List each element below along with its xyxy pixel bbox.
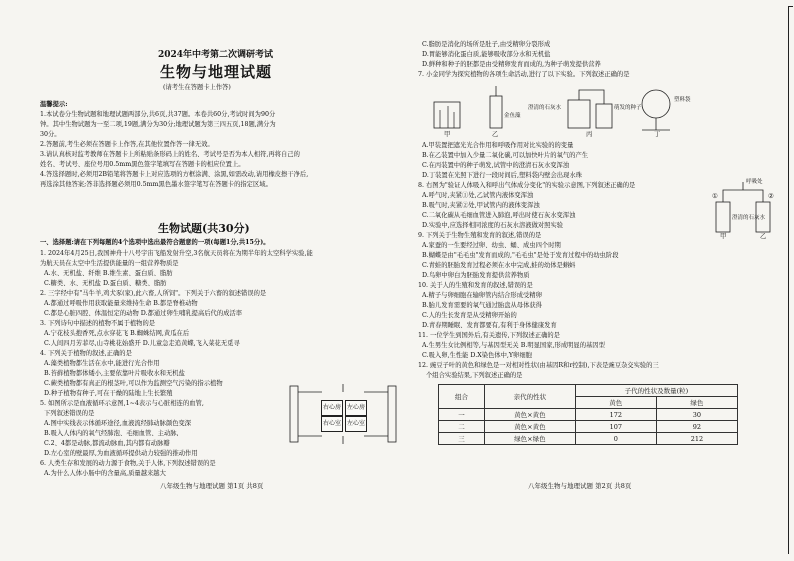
question-line: C.2、4都是动脉,都流动脉血,其内都有动脉瓣	[44, 440, 170, 447]
table-subheader-cell: 黄色	[575, 397, 656, 409]
notice-line: 30分。	[40, 131, 61, 138]
question-line: B.在乙装置中加入少量二氧化碳,可以加快叶片的氧气的产生	[422, 152, 589, 159]
question-line: C.糖类、水、无机盐 D.蛋白质、糖类、脂肪	[44, 280, 167, 287]
notice-title: 温馨提示:	[40, 101, 68, 108]
question-line: B.吸气时,夹紧②处,甲试管内的液体变浑浊	[422, 202, 540, 209]
question-line: A.藻类植物都生活在水中,能进行光合作用	[44, 360, 160, 367]
question-line: D.鸟卵中卵白为胚胎发育提供营养物质	[422, 272, 530, 279]
question-line: A.宁花枝头抱香死,点水穿花飞 B.蜘蛛结网,黄瓜在后	[44, 330, 190, 337]
question-line: B.吸入人体内的氧气经肺泡、毛细血管、主动脉,	[44, 430, 179, 437]
question-line: A.家蚕的一生要经过卵、幼虫、蛹、成虫四个时期	[422, 242, 561, 249]
question-line: C.在丙装置中的种子萌发,试管中的澄清石灰水变浑浊	[422, 162, 570, 169]
notice-line: 2.答题前,考生必须在答题卡上作答,在其他位置作答一律无效。	[40, 141, 214, 148]
question-line: 3. 下列诗句中描述的植物不属于植物的是	[40, 320, 156, 327]
figure-label-limewater: 澄清的石灰水	[732, 215, 766, 221]
question-line: A.精子与卵细胞在输卵管内结合形成受精卵	[422, 292, 542, 299]
figure-label-jia: 甲	[444, 131, 451, 138]
question-line: 2. 三字经中有"马牛羊,鸡犬豕(家),此六畜,人所饲"。下列关于六畜的叙述错误的是	[40, 290, 267, 297]
right-ventricle-box: 右心室	[321, 416, 343, 432]
question-line: 9. 下列关于生物生殖和发育的叙述,错误的是	[418, 232, 542, 239]
table-row	[439, 409, 738, 421]
table-row	[439, 421, 738, 433]
question-line: C.青蛙的胚胎发育过程必须在水中完成,蛙的幼体是蝌蚪	[422, 262, 576, 269]
question-line: D.左心室的壁最厚,为血液循环提供动力较强的推动作用	[44, 450, 198, 457]
table-cell: 107	[575, 421, 656, 433]
table-cell: 黄色×黄色	[484, 409, 575, 421]
question-line: A.都通过呼吸作用获取能量来维持生命 B.都是脊椎动物	[44, 300, 198, 307]
notice-line: 4.答选择题时,必须用2B铅笔将答题卡上对应选项的方框涂满、涂黑,如需改动,请用橡皮擦干净后,	[40, 171, 309, 178]
question-line: D.鲜种和种子的胚都是由受精卵发育而成的,为种子萌发提供营养	[422, 61, 601, 68]
question-line: D.种子植物有种子,可在干燥的陆地上生长繁殖	[44, 390, 173, 397]
figure-label-mouthpiece: 呼吸处	[746, 179, 763, 185]
breathing-apparatus-drawing	[710, 178, 778, 240]
circulation-lines	[288, 382, 398, 446]
question-line: 4. 下列关于植物的叙述,正确的是	[40, 350, 132, 357]
table-row	[439, 433, 738, 445]
question-line: D.实验中,应选择相同浓度的石灰水溶液做对照实验	[422, 222, 564, 229]
table-subheader-cell: 绿色	[656, 397, 737, 409]
figure-label-bing: 丙	[586, 131, 593, 138]
section-one-heading: 一、选择题:请在下列每题的4个选项中选出最符合题意的一项(每题1分,共15分)。	[40, 239, 270, 246]
question-line: 10. 关于人的生殖和发育的叙述,错误的是	[418, 282, 533, 289]
figure-label-plastic-bag: 塑料袋	[674, 97, 691, 103]
notice-line: 3.请认真核对监考教师在答题卡上所粘贴条形码上的姓名、考试号是否为本人相符,再将自己的	[40, 151, 300, 158]
figure-label-yi: 乙	[760, 233, 767, 240]
figure-label-clamp-2: ②	[768, 193, 774, 200]
question-line: C.人间四月芳菲尽,山寺桃花始盛开 D.儿童急走追黄蝶,飞入菜花无觅寻	[44, 340, 240, 347]
table-cell: 一	[439, 409, 485, 421]
question-line: A.甲装置把遮光光合作用和呼吸作用对比实验的的变量	[422, 142, 574, 149]
blood-circulation-diagram	[288, 382, 398, 446]
exam-header: 2024年中考第二次调研考试	[158, 50, 274, 60]
apparatus-drawing	[428, 82, 718, 140]
table-cell: 172	[575, 409, 656, 421]
figure-label-jia: 甲	[720, 233, 727, 240]
table-cell: 92	[656, 421, 737, 433]
table-header-cell: 亲代的性状	[484, 385, 575, 409]
question-line: B.蝴蝶是由"毛毛虫"发育而成的,"毛毛虫"是处于发育过程中的幼虫阶段	[422, 252, 619, 259]
notice-line: 再选涂其他答案;答非选择题必须用0.5mm黑色墨水签字笔写在答题卡的指定区域。	[40, 181, 272, 188]
question-line: A.为什么人体小肠中的含量高,质量越来越大	[44, 470, 166, 477]
question-line: B.苔藓植物都体矮小,主要依靠叶片吸收水和无机盐	[44, 370, 185, 377]
figure-label-yi: 乙	[492, 131, 499, 138]
question-line: A.水、无机盐、纤维 B.维生素、蛋白质、脂肪	[44, 270, 173, 277]
question-line: A.呼气时,夹紧①处,乙试管内液体变浑浊	[422, 192, 534, 199]
question-line: C.都是心脏四腔、体温恒定的动物 D.都通过卵生哺乳提高后代的成活率	[44, 310, 243, 317]
table-cell: 黄色×黄色	[484, 421, 575, 433]
right-page	[418, 0, 780, 561]
figure-label-hornwort: 金鱼藻	[504, 113, 521, 119]
binding-margin-line	[788, 6, 794, 554]
section-title: 生物试题(共30分)	[158, 222, 250, 235]
notice-line: 钟。其中生物试题为一至二项,19题,满分为30分;地理试题为第三四五页,18题,满分为	[40, 121, 276, 128]
question-line: 11. 一位学生到国外后,有关遗传,下列叙述正确的是	[418, 332, 560, 339]
genetics-table	[438, 384, 738, 445]
question-line: D.丁装置在光照下进行一段时间后,塑料袋内壁会出现水珠	[422, 172, 582, 179]
table-cell: 0	[575, 433, 656, 445]
question-line: 7. 小金同学为探究植物的各项生命活动,进行了以下实验。下列叙述正确的是	[418, 71, 630, 78]
question-line: 6. 人类生存和发展的动力源于食物,关于人体,下列叙述错误的是	[40, 460, 216, 467]
binding-tick	[788, 6, 793, 7]
question-line: 个组合实验结果,下列叙述正确的是	[426, 372, 523, 379]
notice-line: 姓名、考试号、座位号用0.5mm黑色签字笔填写在答题卡的相应位置上。	[40, 161, 245, 168]
question-line: 为航天员在太空中生活提供能量的一组营养物质是	[40, 260, 179, 267]
table-cell: 二	[439, 421, 485, 433]
exam-title: 生物与地理试题	[160, 63, 273, 81]
page-footer-right: 八年级生物与地理试题 第2页 共8页	[528, 482, 632, 490]
question-line: C.脂肪是消化的场所是肚子,由受精卵分裂形成	[422, 41, 551, 48]
question-line: D.胃能够消化蛋白质,能够吸收部分水和无机盐	[422, 51, 551, 58]
table-header-cell: 子代的性状及数量(粒)	[575, 385, 737, 397]
figure-label-clamp-1: ①	[712, 193, 718, 200]
question-line: D.青春期睡眠、发育都要有,有利于身体健康发育	[422, 322, 557, 329]
question-line: C.二氧化碳从毛细血管进入肺泡,呼出时使石灰水变浑浊	[422, 212, 576, 219]
question-line: 下列叙述错误的是	[44, 410, 95, 417]
question-line: 12. 豌豆子叶的黄色和绿色是一对相对性状(由基因R和r控制),下表是豌豆杂交实验的三	[418, 362, 659, 369]
question-line: A.图中实线表示体循环途径,血液流经肺动脉颜色变深	[44, 420, 192, 427]
figure-label-limewater: 澄清的石灰水	[528, 105, 562, 111]
question-line: C.蕨类植物都有真正的根茎叶,可以作为监测空气污染的指示植物	[44, 380, 223, 387]
table-cell: 212	[656, 433, 737, 445]
right-atrium-box: 右心房	[321, 400, 343, 416]
question-line: C.人的生长发育是从受精卵开始的	[422, 312, 517, 319]
exam-subtitle: (请考生在答题卡上作答)	[163, 84, 231, 91]
left-atrium-box: 左心房	[345, 400, 367, 416]
breathing-experiment-figure	[710, 178, 778, 240]
figure-label-ding: 丁	[654, 131, 661, 138]
table-cell: 三	[439, 433, 485, 445]
table-cell: 绿色×绿色	[484, 433, 575, 445]
left-page	[40, 0, 405, 561]
experiment-apparatus-figure	[428, 82, 718, 140]
table-header-cell: 组合	[439, 385, 485, 409]
left-ventricle-box: 左心室	[345, 416, 367, 432]
page-footer-left: 八年级生物与地理试题 第1页 共8页	[160, 482, 264, 490]
question-line: 1. 2024年4月25日,我国神舟十八号宇宙飞船发射升空,3名航天员将在为期半年的太空科学实验,能	[40, 250, 313, 257]
notice-line: 1.本试卷分生物试题和地理试题两部分,共6页,共37题。本卷共60分,考试时间为90分	[40, 111, 276, 118]
figure-label-seeds: 萌发的种子	[614, 105, 642, 111]
question-line: C.吸入卵,生性能 D.X染色体中,Y卵细胞	[422, 352, 532, 359]
table-cell: 30	[656, 409, 737, 421]
question-line: 8. 右图为"验证人体吸入和呼出气体成分变化"的实验示意图,下列叙述正确的是	[418, 182, 636, 189]
question-line: A.生男生女比例相等,与基因型无关 B.明显国家,形成明显的基因型	[422, 342, 605, 349]
question-line: 5. 如图所示是血液循环示意图,1~4表示与心脏相连的血管,	[40, 400, 204, 407]
question-line: B.胎儿发育需要的氧气通过胎盘从母体获得	[422, 302, 542, 309]
